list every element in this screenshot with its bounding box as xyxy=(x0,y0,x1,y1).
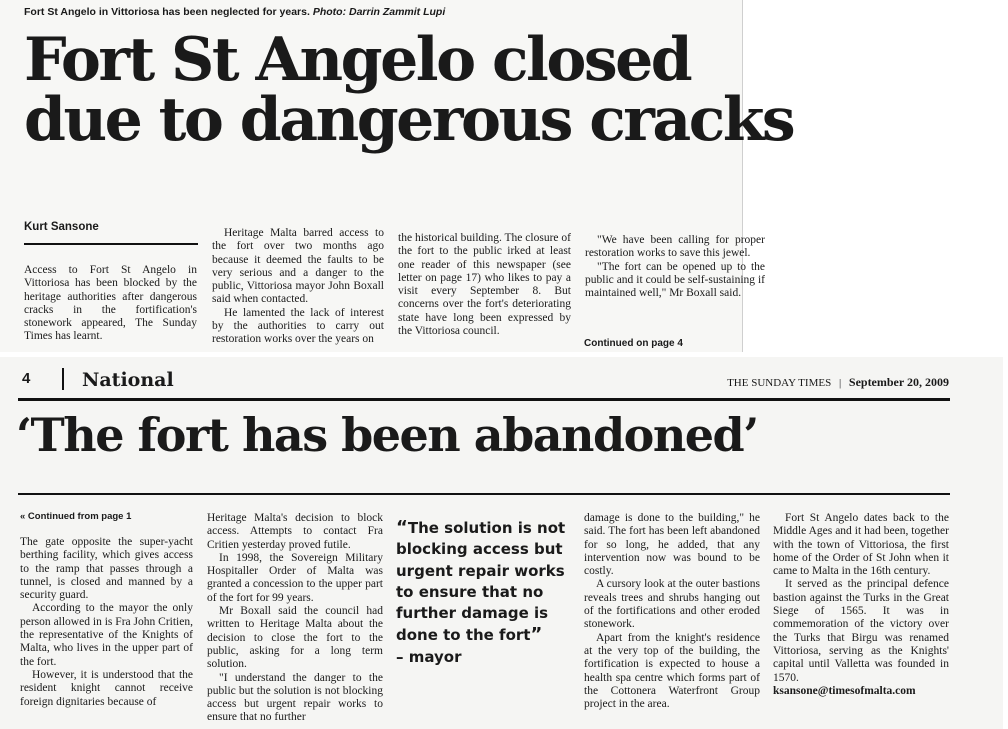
inside-headline: ‘The fort has been abandoned’ xyxy=(16,408,758,462)
paragraph: The gate opposite the super-yacht berthing facility, which gives access to the ramp that passes through a tunnel, is closed and manned by a security guard. xyxy=(20,536,193,602)
headline-rule xyxy=(18,493,950,495)
pull-quote xyxy=(396,517,572,668)
paragraph: Apart from the knight's residence at the very top of the building, the fortification is expected to house a health spa centre which forms part of the Cottonera Waterfront Group project in the area. xyxy=(584,631,760,711)
front-headline xyxy=(24,25,794,155)
paragraph: the historical building. The closure of the fort to the public irked at least one reader of this newspaper (see letter on page 17) who likes to pay a visit every September 8. But concerns over the fort's deteriorating state have long been expressed by the Vittoriosa council. xyxy=(398,232,571,338)
paragraph: "I understand the danger to the public but the solution is not blocking access but urgent repair works to ensure that no further xyxy=(207,671,383,724)
paragraph: It served as the principal defence bastion against the Turks in the Great Siege of 1565. It was in commemoration of the victory over the Turks that Birgu was renamed Vittoriosa, serving as the Knights' capital until Valletta was founded in 1570. xyxy=(773,578,949,684)
section-title: National xyxy=(82,369,174,391)
author-email: ksansone@timesofmalta.com xyxy=(773,684,916,697)
byline: Kurt Sansone xyxy=(24,221,99,233)
photo-caption xyxy=(24,6,445,18)
paragraph: A cursory look at the outer bastions reveals trees and shrubs hanging out of the fortifications and other eroded stonework. xyxy=(584,578,760,631)
front-headline-line-2: due to dangerous cracks xyxy=(24,85,794,155)
photo-caption-text: Fort St Angelo in Vittoriosa has been neglected for years. xyxy=(24,6,310,18)
paragraph: Fort St Angelo dates back to the Middle Ages and it had been, together with the town of Vittoriosa, the first home of the Order of St John when it came to Malta in the 16th century. xyxy=(773,512,949,578)
continued-from-link: « Continued from page 1 xyxy=(20,511,132,522)
paragraph: Heritage Malta barred access to the fort over two months ago because it deemed the faults to be very serious and a danger to the public, Vittoriosa mayor John Boxall said when contacted. xyxy=(212,227,384,306)
paragraph: Heritage Malta's decision to block access. Attempts to contact Fra Critien yesterday proved futile. xyxy=(207,512,383,551)
masthead xyxy=(727,375,949,390)
paragraph: "We have been calling for proper restoration works to save this jewel. xyxy=(585,234,765,260)
paragraph: According to the mayor the only person allowed in is Fra John Critien, the representative of the Knights of Malta, who lives in the upper part of the fort. xyxy=(20,602,193,668)
inside-column-3 xyxy=(584,512,760,711)
open-quote-mark: “ xyxy=(396,517,408,538)
front-column-2 xyxy=(212,227,384,347)
pull-quote-attribution: – mayor xyxy=(396,647,462,666)
paragraph: In 1998, the Sovereign Military Hospitaller Order of Malta was granted a concession to the upper part of the fort for 99 years. xyxy=(207,551,383,604)
inside-column-4 xyxy=(773,512,949,698)
inside-column-2 xyxy=(207,512,383,725)
pull-quote-text: The solution is not blocking access but urgent repair works to ensure that no further damage is done to the fort xyxy=(396,519,566,645)
page-number: 4 xyxy=(22,370,31,387)
front-column-3 xyxy=(398,232,571,338)
photo-credit: Photo: Darrin Zammit Lupi xyxy=(312,6,446,18)
paragraph: However, it is understood that the resident knight cannot receive foreign dignitaries because of xyxy=(20,668,193,708)
front-headline-line-1: Fort St Angelo closed xyxy=(24,25,691,95)
close-quote-mark: ” xyxy=(530,624,543,646)
header-rule xyxy=(18,398,950,401)
page-divider xyxy=(62,368,64,390)
issue-date: September 20, 2009 xyxy=(848,375,949,389)
paragraph: "The fort can be opened up to the public and it could be self-sustaining if maintained well," Mr Boxall said. xyxy=(585,260,765,300)
paragraph: Access to Fort St Angelo in Vittoriosa has been blocked by the heritage authorities after dangerous cracks in the fortification's stonework appeared, The Sunday Times has learnt. xyxy=(24,264,197,343)
front-page-clipping xyxy=(0,0,794,352)
byline-rule xyxy=(24,243,198,245)
masthead-separator: | xyxy=(838,377,842,389)
inside-page-clipping xyxy=(0,357,1003,729)
paragraph: damage is done to the building," he said. The fort has been left abandoned for so long, he added, that any intervention now was bound to be costly. xyxy=(584,512,760,578)
front-column-1 xyxy=(24,264,197,344)
paragraph: Mr Boxall said the council had written to Heritage Malta about the decision to close the fort to the public, asking for a long term solution. xyxy=(207,605,383,671)
continued-on-link: Continued on page 4 xyxy=(584,338,683,349)
inside-column-1 xyxy=(20,536,193,709)
publication-name: THE SUNDAY TIMES xyxy=(727,377,832,389)
paragraph: He lamented the lack of interest by the authorities to carry out restoration works over the years on xyxy=(212,306,384,346)
front-column-4 xyxy=(585,234,765,300)
